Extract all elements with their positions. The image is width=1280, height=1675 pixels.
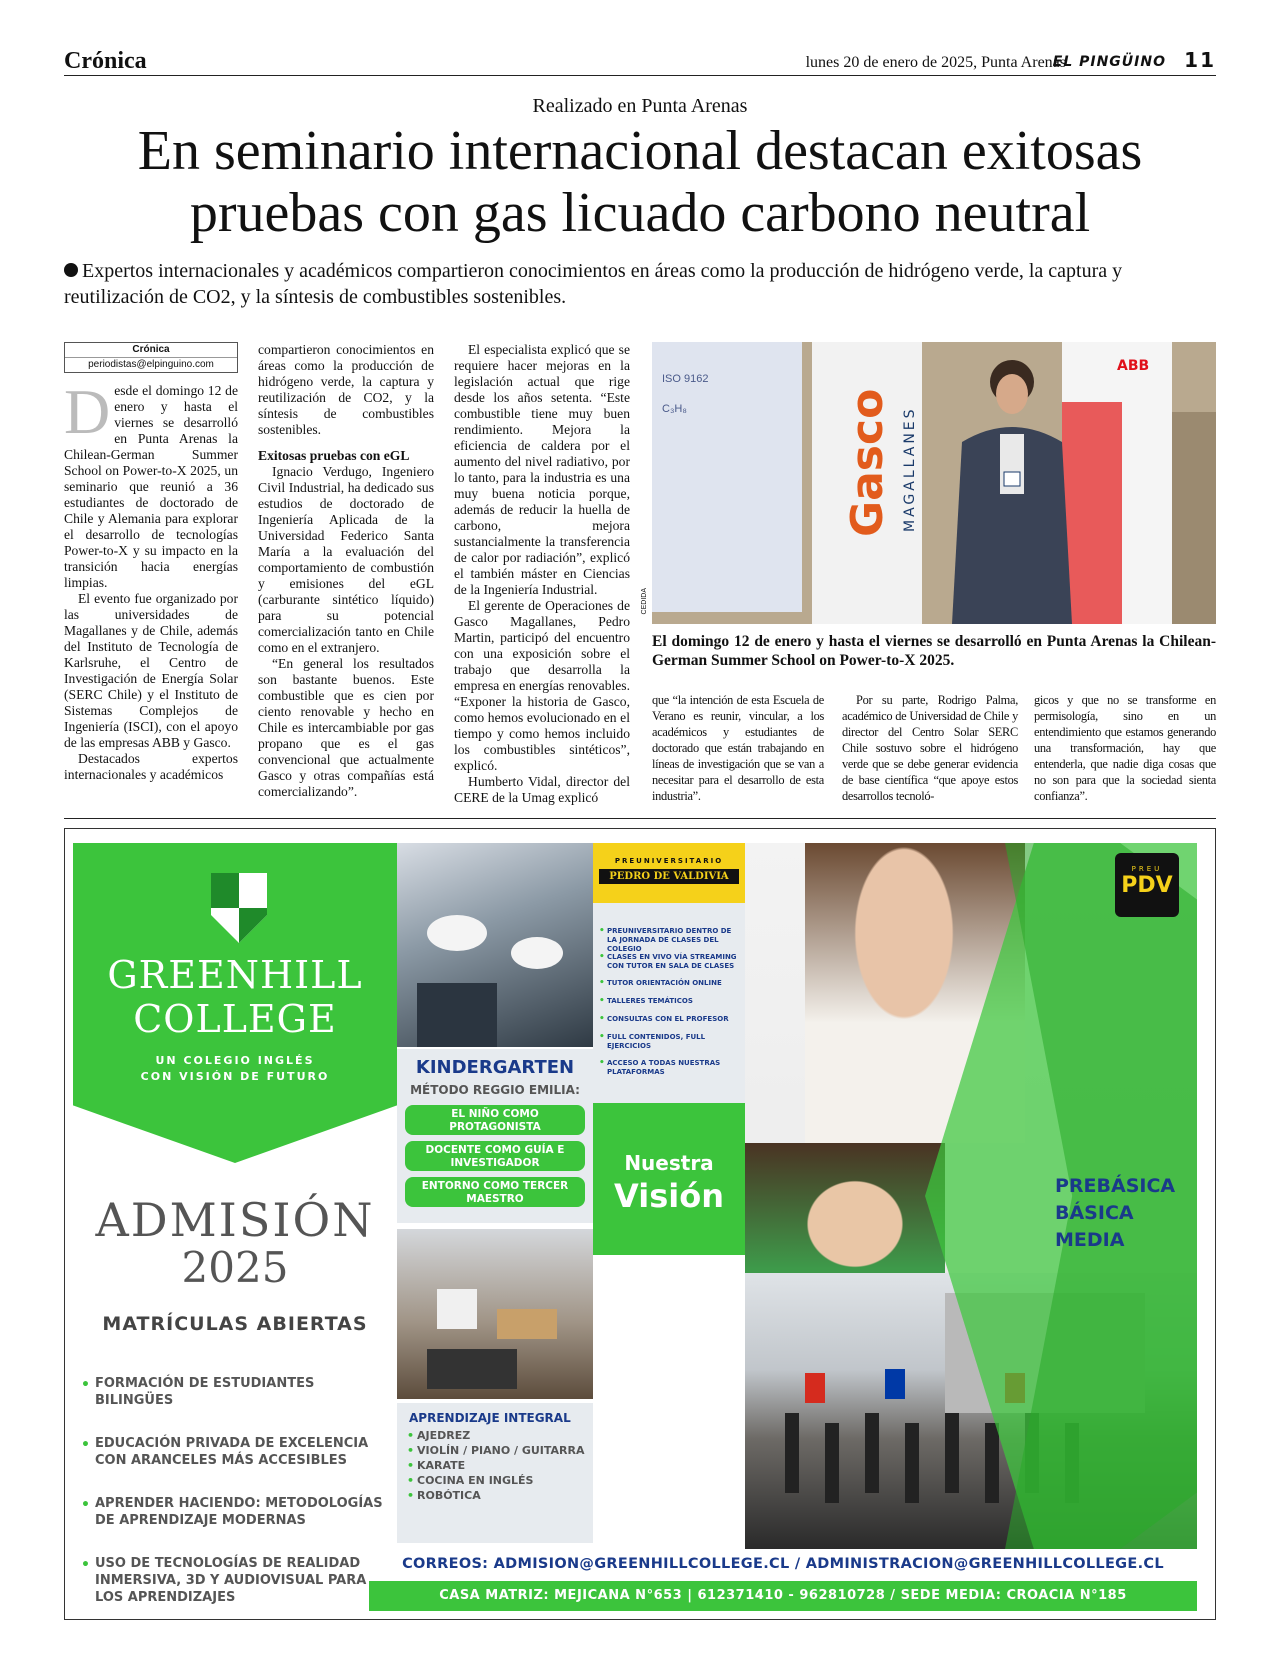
paragraph: compartieron conocimientos en áreas como la producción de hidrógeno verde, la captura y reutilización de CO2, y la síntesis de combustibles sostenibles.: [258, 342, 434, 437]
paragraph: El gerente de Operaciones de Gasco Magallanes, Pedro Martin, participó del encuentro con una exposición sobre el trabajo que desarrolla la empresa en energías renovables. “Exponer la historia de Gasco, como hemos evolucionado en el tiempo y como hemos incluido los combustibles sintéticos”, explicó.: [454, 598, 630, 773]
speaker-photo-illustration: [652, 342, 1216, 624]
feature-item: • APRENDER HACIENDO: METODOLOGÍAS DE APRENDIZAJE MODERNAS: [95, 1495, 385, 1529]
classroom-photo: [397, 1229, 593, 1399]
photo-credit: CEDIDA: [641, 588, 648, 615]
tagline-line-2: CON VISIÓN DE FUTURO: [140, 1070, 330, 1083]
article-column-1: [64, 342, 238, 783]
paragraph: El especialista explicó que se requiere hacer mejoras en la legislación actual que rige desde los años setenta. “Este combustible tiene muy buen rendimiento. Mejora la eficiencia de caldera por el aumento del nivel radiativo, por lo tanto, para la industria es una muy buena noticia porque, además de reducir la huella de carbono, mejora sustancialmente la transferencia de calor por radiación”, explicó el también máster en Ciencias de la Ingeniería Industrial.: [454, 342, 630, 597]
article-photo: [652, 342, 1216, 624]
vision-line-2: Visión: [614, 1177, 724, 1215]
issue-date: lunes 20 de enero de 2025, Punta Arenas: [805, 54, 1066, 71]
level-item: PREBÁSICA: [1055, 1175, 1176, 1197]
activity-item: • ROBÓTICA: [417, 1489, 481, 1502]
method-pill: DOCENTE COMO GUÍA E INVESTIGADOR: [405, 1141, 585, 1171]
tagline-line-1: UN COLEGIO INGLÉS: [155, 1054, 315, 1067]
ad-middle-panel: [397, 843, 593, 1549]
preu-item: • PREUNIVERSITARIO DENTRO DE LA JORNADA DE CLASES DEL COLEGIO: [607, 927, 743, 954]
feature-item: • EDUCACIÓN PRIVADA DE EXCELENCIA CON ARANCELES MÁS ACCESIBLES: [95, 1435, 385, 1469]
page-number: 11: [1184, 48, 1216, 72]
article-lead: [64, 258, 1216, 310]
reggio-method: MÉTODO REGGIO EMILIA:: [410, 1083, 580, 1097]
preu-panel: [593, 843, 745, 1549]
title-line-1: En seminario internacional destacan exitosas: [137, 120, 1143, 182]
svg-text:ISO 9162: ISO 9162: [662, 373, 709, 385]
admission-title: ADMISIÓN: [95, 1193, 375, 1247]
level-item: BÁSICA: [1055, 1202, 1134, 1224]
admission-year: 2025: [181, 1243, 289, 1292]
levels-list: [1055, 1173, 1175, 1254]
paragraph: “En general los resultados son bastante buenos. Este combustible que es cien por ciento renovable y hecho en Chile es intercambiable por gas propano que es el gas convencional que actualmente Gasco y otras compañías está comercializando”.: [258, 656, 434, 799]
kindergarten-panel: [397, 1049, 593, 1223]
activity-item: • COCINA EN INGLÉS: [417, 1474, 533, 1487]
preu-item: • CLASES EN VIVO VÍA STREAMING CON TUTOR EN SALA DE CLASES: [607, 953, 743, 971]
section-divider: [64, 818, 1216, 819]
preu-label: PREUNIVERSITARIO: [614, 857, 724, 865]
activity-item: • AJEDREZ: [417, 1429, 470, 1442]
paragraph: Humberto Vidal, director del CERE de la Umag explicó: [454, 774, 630, 805]
level-item: MEDIA: [1055, 1229, 1125, 1251]
vr-illustration: [397, 843, 593, 1047]
byline-name: Crónica: [65, 343, 237, 358]
abb-logo: ABB: [1117, 358, 1150, 374]
subheading: Exitosas pruebas con eGL: [258, 448, 410, 463]
title-line-2: pruebas con gas licuado carbono neutral: [189, 182, 1091, 244]
gasco-banner-brand: Gasco: [842, 388, 893, 537]
paragraph: que “la intención de esta Escuela de Verano es reunir, vincular, a los académicos y estudiantes de doctorado que están trabajando en líneas de investigación que se van a necesitar para el desarrollo de esta industria”.: [652, 693, 824, 803]
page-header: [64, 48, 1216, 76]
feature-item: • USO DE TECNOLOGÍAS DE REALIDAD INMERSIVA, 3D Y AUDIOVISUAL PARA LOS APRENDIZAJES: [95, 1555, 385, 1606]
paragraph: esde el domingo 12 de enero y hasta el viernes se desarrolló en Punta Arenas la Chilean-German Summer School on Power-to-X 2025, un seminario que reunió a 36 estudiantes de doctorado de Chile y Alemania para explorar el desarrollo de tecnologías Power-to-X y su impacto en la transición hacia energías limpias.: [64, 383, 238, 590]
preu-item: • FULL CONTENIDOS, FULL EJERCICIOS: [607, 1033, 743, 1051]
preu-item: • CONSULTAS CON EL PROFESOR: [607, 1015, 743, 1024]
section-name: Crónica: [64, 48, 147, 74]
paragraph: El evento fue organizado por las universidades de Magallanes y de Chile, además del Instituto de Tecnología de Karlsruhe, el Centro de Investigación de Energía Solar (SERC Chile) y el Instituto de Sistemas Complejos de Ingeniería (ISCI), con el apoyo de las empresas ABB y Gasco.: [64, 591, 238, 750]
gasco-banner-sub: MAGALLANES: [902, 406, 918, 532]
contact-emails[interactable]: CORREOS: ADMISION@GREENHILLCOLLEGE.CL / ADMINISTRACION@GREENHILLCOLLEGE.CL: [369, 1549, 1197, 1579]
article-title: [40, 120, 1240, 244]
article-column-4: [652, 692, 824, 804]
preu-pdv-main: PDV: [1121, 873, 1173, 898]
paragraph: Ignacio Verdugo, Ingeniero Civil Industrial, ha dedicado sus estudios de doctorado de Ingeniería Aplicada de la Universidad Federico Santa María a la evaluación del comportamiento de combustión y emisiones del eGL (carburante sintético líquido) para su potencial comercialización tanto en Chile como en el extranjero.: [258, 464, 434, 655]
preu-item: • ACCESO A TODAS NUESTRAS PLATAFORMAS: [607, 1059, 743, 1077]
method-pill: EL NIÑO COMO PROTAGONISTA: [405, 1105, 585, 1135]
preu-item: • TUTOR ORIENTACIÓN ONLINE: [607, 979, 743, 988]
article-column-2: [258, 342, 434, 800]
newspaper-logo: EL PINGÜINO: [1052, 54, 1166, 70]
greenhill-college-advertisement[interactable]: [64, 828, 1216, 1620]
lead-text: Expertos internacionales y académicos compartieron conocimientos en áreas como la producción de hidrógeno verde, la captura y reutilización de CO2, y la síntesis de combustibles sostenibles.: [64, 260, 1123, 308]
byline-email[interactable]: periodistas@elpinguino.com: [88, 359, 214, 370]
integral-learning-panel: [397, 1403, 593, 1543]
preu-name: PEDRO DE VALDIVIA: [599, 869, 739, 884]
college-name-line-2: COLLEGE: [133, 997, 337, 1041]
article-column-3: [454, 342, 630, 806]
kindergarten-title: KINDERGARTEN: [415, 1057, 575, 1078]
article-kicker: Realizado en Punta Arenas: [532, 95, 748, 117]
drop-cap: D: [64, 376, 111, 447]
ad-right-panel: [745, 843, 1197, 1549]
enrollment-open: MATRÍCULAS ABIERTAS: [102, 1313, 368, 1335]
ad-left-panel: [73, 843, 397, 1609]
preu-pdv-top: PREU: [1131, 865, 1163, 873]
preu-item: • TALLERES TEMÁTICOS: [607, 997, 743, 1006]
preu-pdv-logo: [1115, 853, 1179, 917]
college-tagline: [73, 1053, 397, 1085]
college-name: [73, 953, 397, 1041]
feature-item: • FORMACIÓN DE ESTUDIANTES BILINGÜES: [95, 1375, 385, 1409]
article-column-6: [1034, 692, 1216, 804]
photo-caption: El domingo 12 de enero y hasta el viernes se desarrolló en Punta Arenas la Chilean-German Summer School on Power-to-X 2025.: [652, 633, 1216, 669]
paragraph: gicos y que no se transforme en permisología, sino en un entendimiento que estamos generando una transformación, hay que entenderla, que nadie diga cosas que no son para que la sociedad sienta confianza”.: [1034, 693, 1216, 803]
vr-students-photo: [397, 843, 593, 1047]
method-pill: ENTORNO COMO TERCER MAESTRO: [405, 1177, 585, 1207]
college-name-line-1: GREENHILL: [107, 953, 363, 997]
paragraph: Destacados expertos internacionales y académicos: [64, 751, 238, 782]
bullet-icon: [64, 263, 78, 277]
activity-item: • KARATE: [417, 1459, 465, 1472]
classroom-illustration: [397, 1229, 593, 1399]
preu-list: [593, 903, 745, 1103]
vision-line-1: Nuestra: [624, 1151, 714, 1175]
svg-text:C₃H₈: C₃H₈: [662, 403, 687, 415]
activity-item: • VIOLÍN / PIANO / GUITARRA: [417, 1444, 585, 1457]
preu-header: [593, 843, 745, 903]
contact-address: CASA MATRIZ: MEJICANA N°653 | 612371410 - 962810728 / SEDE MEDIA: CROACIA N°185: [369, 1581, 1197, 1611]
paragraph: Por su parte, Rodrigo Palma, académico de Universidad de Chile y director del Centro Solar SERC Chile sostuvo sobre el hidrógeno verde que se debe generar evidencia de base científica “que apoye estos desarrollos tecnoló-: [842, 693, 1018, 803]
vision-block: [593, 1103, 745, 1255]
article-column-5: [842, 692, 1018, 804]
integral-learning-title: APRENDIZAJE INTEGRAL: [409, 1411, 571, 1425]
byline: [64, 342, 238, 373]
